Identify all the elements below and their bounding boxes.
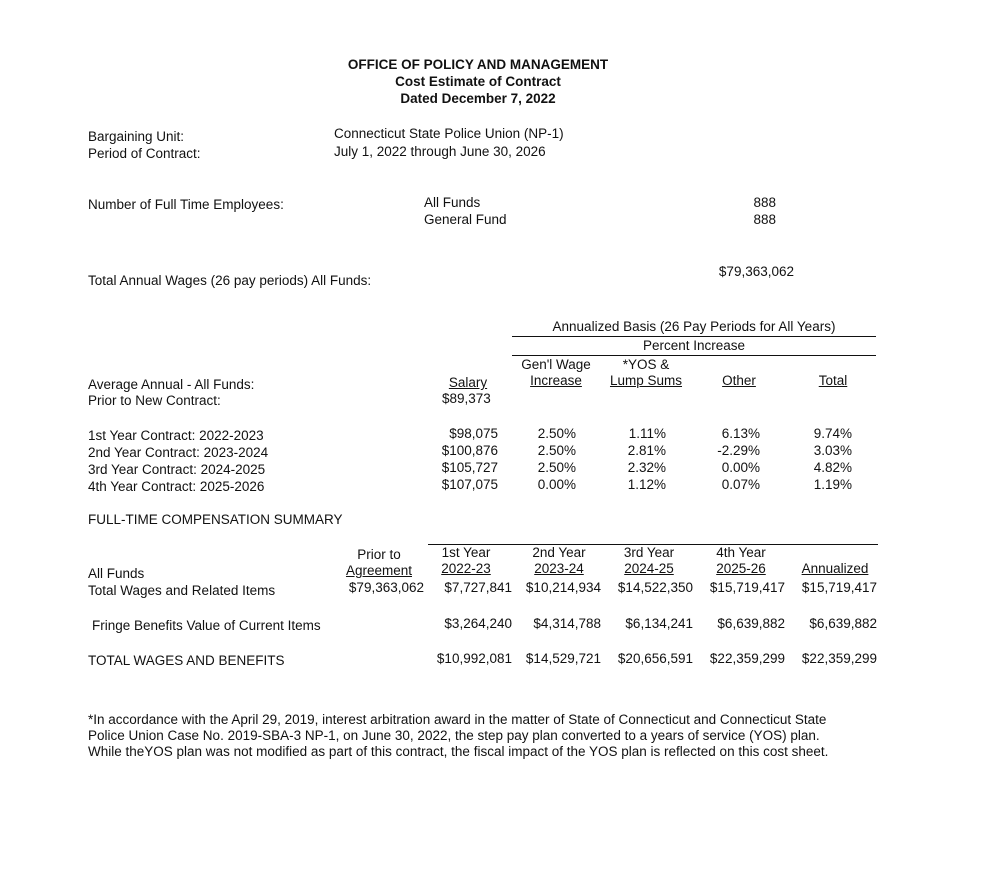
row-total: 9.74%	[813, 426, 852, 441]
summary-all-funds-label: All Funds	[88, 566, 145, 581]
row-salary: $98,075	[449, 426, 498, 441]
summary-cell: $14,522,350	[617, 580, 693, 595]
summary-col-header-line2: 2023-24	[534, 561, 584, 576]
footnote-line: While theYOS plan was not modified as part of this contract, the fiscal impact of the YOS plan is reflected on this cost sheet.	[88, 744, 829, 759]
prior-contract-salary: $89,373	[442, 391, 491, 406]
row-label: 1st Year Contract: 2022-2023	[88, 428, 264, 443]
summary-cell: $10,992,081	[436, 651, 512, 666]
footnote-line: *In accordance with the April 29, 2019, interest arbitration award in the matter of State of Connecticut and Connecticut State	[88, 712, 827, 727]
period-value: July 1, 2022 through June 30, 2026	[334, 144, 546, 159]
annualized-heading: Annualized Basis (26 Pay Periods for All Years)	[552, 319, 836, 334]
row-other: 6.13%	[721, 426, 760, 441]
period-label: Period of Contract:	[88, 146, 201, 161]
summary-col-header-line2: Annualized	[801, 561, 869, 576]
total-wages-label: Total Annual Wages (26 pay periods) All Funds:	[88, 273, 372, 288]
col-total: Total	[818, 373, 848, 388]
row-other: -2.29%	[717, 443, 760, 458]
row-total: 3.03%	[813, 443, 852, 458]
summary-cell: $20,656,591	[617, 651, 693, 666]
summary-col-header-line1: Prior to	[357, 547, 401, 562]
row-label: 4th Year Contract: 2025-2026	[88, 479, 265, 494]
row-genl-wage: 2.50%	[537, 443, 576, 458]
row-genl-wage: 2.50%	[537, 460, 576, 475]
summary-col-header-line2: 2022-23	[441, 561, 491, 576]
col-salary: Salary	[448, 375, 488, 390]
summary-cell: $22,359,299	[801, 651, 877, 666]
summary-heading: FULL-TIME COMPENSATION SUMMARY	[88, 512, 343, 527]
summary-cell: $15,719,417	[709, 580, 785, 595]
summary-col-header-line2: Agreement	[345, 563, 413, 578]
summary-col-header-line1: 2nd Year	[532, 545, 586, 560]
document-title: OFFICE OF POLICY AND MANAGEMENT	[347, 57, 609, 72]
row-genl-wage: 2.50%	[537, 426, 576, 441]
footnote	[88, 712, 888, 760]
row-yos: 2.81%	[627, 443, 666, 458]
row-label: 2nd Year Contract: 2023-2024	[88, 445, 269, 460]
col-genl-wage-line2: Increase	[530, 373, 582, 388]
bargaining-unit-value: Connecticut State Police Union (NP-1)	[334, 126, 564, 141]
prior-contract-label: Prior to New Contract:	[88, 393, 221, 408]
col-yos-line1: *YOS &	[622, 357, 670, 372]
col-other: Other	[722, 373, 756, 388]
row-salary: $107,075	[441, 477, 498, 492]
summary-cell: $6,134,241	[625, 616, 693, 631]
row-genl-wage: 0.00%	[537, 477, 576, 492]
summary-col-header-line1: 3rd Year	[623, 545, 675, 560]
document-subtitle: Cost Estimate of Contract	[395, 74, 561, 89]
summary-cell: $15,719,417	[801, 580, 877, 595]
row-yos: 1.12%	[627, 477, 666, 492]
summary-col-header-line2: 2025-26	[716, 561, 766, 576]
summary-cell: $22,359,299	[709, 651, 785, 666]
footnote-line: Police Union Case No. 2019-SBA-3 NP-1, on June 30, 2022, the step pay plan converted to a years of service (YOS) plan.	[88, 728, 820, 743]
summary-cell: $4,314,788	[533, 616, 601, 631]
row-total: 1.19%	[813, 477, 852, 492]
employees-all-funds-label: All Funds	[424, 195, 481, 210]
summary-cell: $3,264,240	[444, 616, 512, 631]
summary-col-header-line2: 2024-25	[624, 561, 674, 576]
col-genl-wage-line1: Gen'l Wage	[521, 357, 591, 372]
summary-cell: $10,214,934	[525, 580, 601, 595]
row-other: 0.07%	[721, 477, 760, 492]
employees-all-funds-value: 888	[753, 195, 776, 210]
summary-col-header-line1: 1st Year	[441, 545, 491, 560]
row-yos: 1.11%	[628, 426, 666, 441]
row-salary: $105,727	[441, 460, 498, 475]
summary-row-label: TOTAL WAGES AND BENEFITS	[88, 653, 285, 668]
avg-annual-label: Average Annual - All Funds:	[88, 377, 255, 392]
summary-cell: $14,529,721	[525, 651, 601, 666]
bargaining-unit-label: Bargaining Unit:	[88, 129, 185, 144]
row-other: 0.00%	[721, 460, 760, 475]
row-label: 3rd Year Contract: 2024-2025	[88, 462, 266, 477]
annualized-heading-rule	[512, 336, 876, 337]
row-total: 4.82%	[813, 460, 852, 475]
summary-cell: $6,639,882	[809, 616, 877, 631]
row-yos: 2.32%	[627, 460, 666, 475]
summary-row-label: Fringe Benefits Value of Current Items	[92, 618, 321, 633]
row-salary: $100,876	[441, 443, 498, 458]
summary-cell: $7,727,841	[444, 580, 512, 595]
summary-col-header-line1: 4th Year	[716, 545, 766, 560]
percent-increase-heading: Percent Increase	[642, 338, 746, 353]
document-date: Dated December 7, 2022	[400, 91, 556, 106]
col-yos-line2: Lump Sums	[609, 373, 683, 388]
employees-general-fund-value: 888	[753, 212, 776, 227]
total-wages-value: $79,363,062	[718, 264, 794, 279]
employees-general-fund-label: General Fund	[424, 212, 507, 227]
summary-cell: $79,363,062	[348, 580, 424, 595]
employees-label: Number of Full Time Employees:	[88, 197, 284, 212]
summary-row-label: Total Wages and Related Items	[88, 583, 276, 598]
summary-cell: $6,639,882	[717, 616, 785, 631]
percent-increase-rule	[512, 355, 876, 356]
